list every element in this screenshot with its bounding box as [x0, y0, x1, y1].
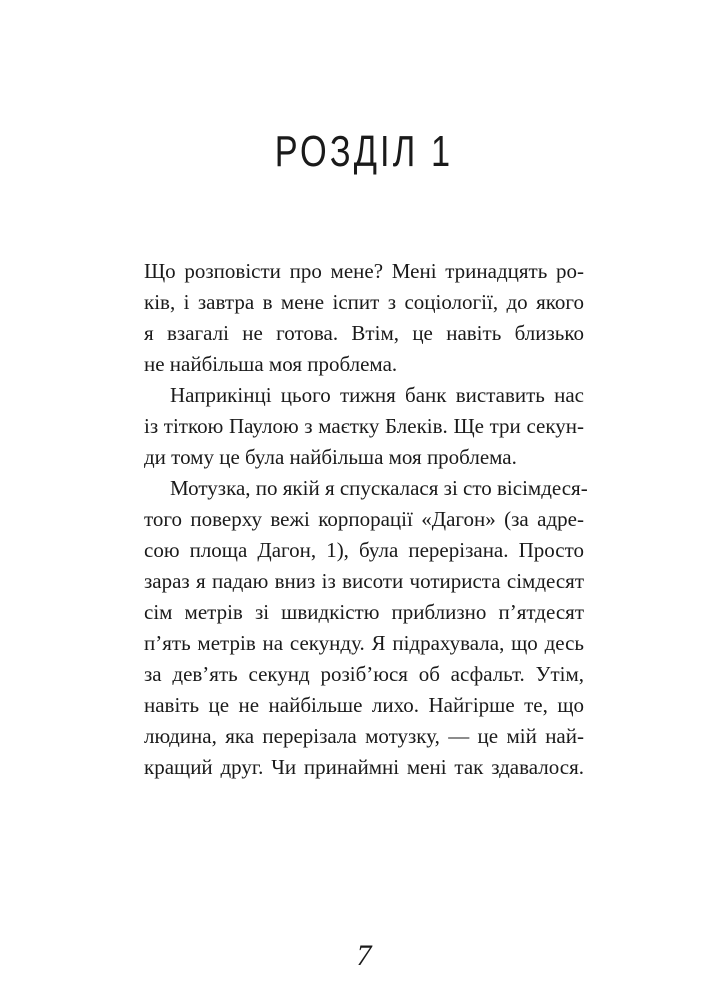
chapter-body: [144, 256, 588, 783]
text-line: навіть це не найбільше лихо. Найгірше те, що: [144, 693, 584, 717]
text-line: сім метрів зі швидкістю приблизно п’ятдесят: [144, 600, 584, 624]
text-line: кращий друг. Чи принаймні мені так здавалося.: [144, 755, 584, 779]
text-line: Що розповісти про мене? Мені тринадцять ро-: [144, 259, 584, 283]
text-line: зараз я падаю вниз із висоти чотириста сімдесят: [144, 569, 584, 593]
chapter-title: РОЗДІЛ 1: [274, 127, 454, 176]
page-number: 7: [356, 939, 372, 972]
text-line: я взагалі не готова. Втім, це навіть близько: [144, 321, 584, 345]
text-line: не найбільша моя проблема.: [144, 352, 398, 376]
text-line: ків, і завтра в мене іспит з соціології, до якого: [144, 290, 584, 314]
text-line: за дев’ять секунд розіб’юся об асфальт. Утім,: [144, 662, 584, 686]
text-line: людина, яка перерізала мотузку, — це мій най-: [144, 724, 584, 748]
text-line: ди тому це була найбільша моя проблема.: [144, 445, 517, 469]
text-line: Мотузка, по якій я спускалася зі сто вісімдеся-: [170, 476, 588, 500]
text-line: п’ять метрів на секунду. Я підрахувала, що десь: [144, 631, 584, 655]
text-line: сою площа Дагон, 1), була перерізана. Просто: [144, 538, 584, 562]
text-line: того поверху вежі корпорації «Дагон» (за адре-: [144, 507, 584, 531]
text-line: Наприкінці цього тижня банк виставить нас: [170, 383, 584, 407]
text-line: із тіткою Паулою з маєтку Блеків. Ще три секун-: [144, 414, 584, 438]
